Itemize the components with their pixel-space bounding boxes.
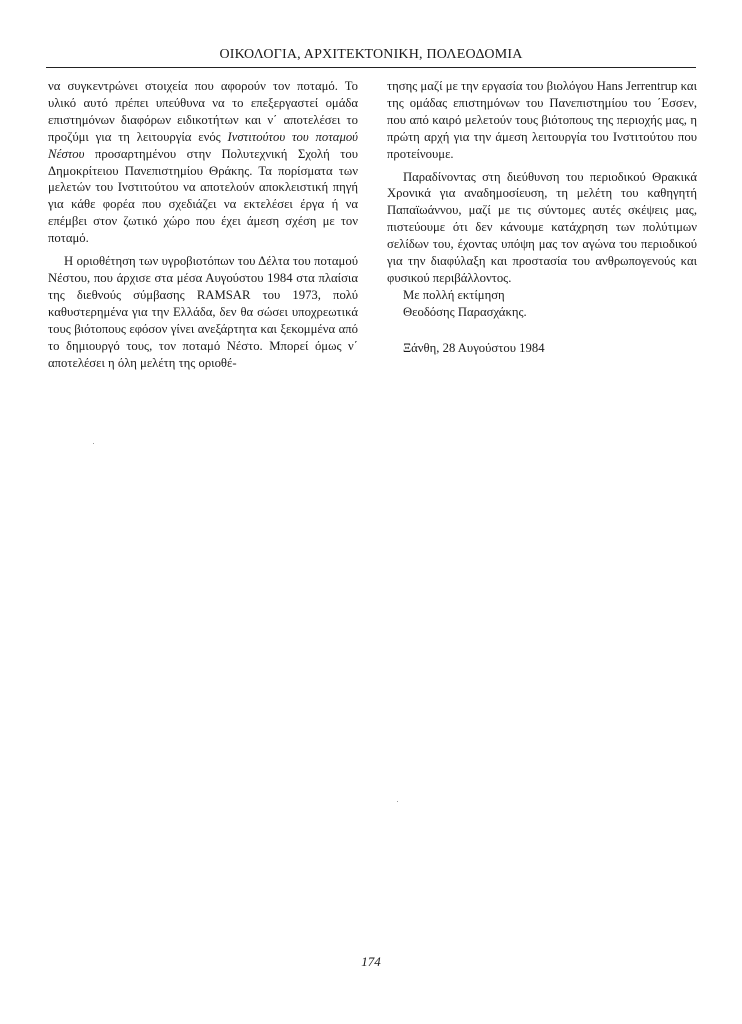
scan-speck — [397, 801, 398, 802]
header-rule — [46, 67, 696, 68]
institute-name-italic: Ινστιτούτου του ποταμού Νέστου — [48, 129, 358, 161]
author-signature: Θεοδόσης Παρασχάκης. — [403, 304, 527, 319]
scan-speck — [93, 443, 94, 444]
place-date: Ξάνθη, 28 Αυγούστου 1984 — [403, 340, 545, 355]
closing-salutation: Με πολλή εκτίμηση — [403, 287, 505, 302]
page-number: 174 — [361, 954, 381, 969]
left-paragraph-1 — [48, 78, 358, 247]
running-header: ΟΙΚΟΛΟΓΙΑ, ΑΡΧΙΤΕΚΤΟΝΙΚΗ, ΠΟΛΕΟΔΟΜΙΑ — [219, 47, 523, 62]
right-paragraph-1: τησης μαζί με την εργασία του βιολόγου Hans Jerrentrup και της ομάδας επιστημόνων του Πανεπιστημίου του ΄Εσσεν, που από καιρό μελετούν τους βιότοπους της περιοχής μας, η πρώτη αρχή για την άμεση λειτουργία του Ινστιτούτου που προτείνουμε. — [387, 79, 697, 161]
left-paragraph-1-text-a: να συγκεντρώνει στοιχεία που αφορούν τον ποταμό. Το υλικό αυτό πρέπει υπεύθυνα να το επεξεργαστεί ομάδα επιστημόνων διαφόρων ειδικοτήτων και ν΄ αποτελέσει το προζύμι για τη λειτουργία ενός — [48, 79, 358, 144]
left-paragraph-1-text-b: προσαρτημένου στην Πολυτεχνική Σχολή του Δημοκρίτειου Πανεπιστημίου Θράκης. Τα πορίσματα των μελετών του Ινστιτούτου να αποτελούν αποκλειστική πηγή για κάθε φορέα που σχεδιάζει να εκτελέσει έργα ή να επέμβει στον ζωτικό χώρο που έχει άμεση σχέση με τον ποταμό. — [48, 146, 358, 246]
right-paragraph-2: Παραδίνοντας στη διεύθυνση του περιοδικού Θρακικά Χρονικά για αναδημοσίευση, τη μελέτη του καθηγητή Παπαϊωάννου, μαζί με τις σύντομες αυτές σκέψεις μας, πιστεύουμε ότι δεν κάνουμε κατάχρηση των πολύτιμων σελίδων του, έχοντας υπόψη μας τον αγώνα του περιοδικού για την διαφύλαξη και προστασία του ανθρωπογενούς και φυσικού περιβάλλοντος. — [387, 169, 697, 285]
right-column — [387, 78, 697, 357]
left-paragraph-2: Η οριοθέτηση των υγροβιοτόπων του Δέλτα του ποταμού Νέστου, που άρχισε στα μέσα Αυγούστου 1984 στα πλαίσια της διεθνούς σύμβασης RAMSAR του 1973, πολύ καθυστερημένα για την Ελλάδα, δεν θα σώσει υποχρεωτικά τους βιότοπους εφόσον γίνει ανεξάρτητα και ξεκομμένα από το δημιουργό τους, τον ποταμό Νέστο. Μπορεί όμως ν΄ αποτελέσει η όλη μελέτη της οριοθέ- — [48, 254, 358, 370]
left-column — [48, 78, 358, 371]
